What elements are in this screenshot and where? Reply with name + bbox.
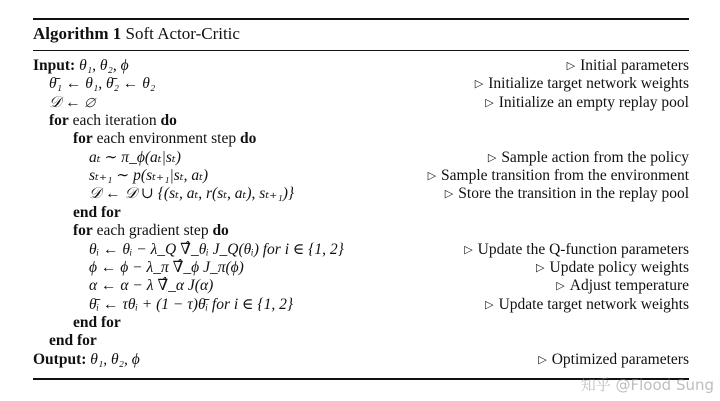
- algorithm-keyword: Output:: [33, 350, 87, 368]
- algorithm-keyword: Input:: [33, 57, 76, 74]
- comment-text: Sample transition from the environment: [441, 167, 689, 185]
- algorithm-keyword: do: [240, 130, 257, 148]
- comment-triangle-icon: ▷: [444, 188, 454, 201]
- comment-text: Optimized parameters: [551, 350, 689, 368]
- algorithm-expression: each iteration: [72, 112, 157, 130]
- comment-text: Adjust temperature: [569, 277, 689, 295]
- algorithm-keyword: for: [73, 130, 93, 148]
- comment-triangle-icon: ▷: [487, 151, 497, 164]
- algorithm-keyword: end for: [73, 203, 121, 221]
- comment-triangle-icon: ▷: [556, 280, 565, 293]
- algorithm-expression: each gradient step: [96, 222, 209, 240]
- comment-text: Initial parameters: [580, 57, 689, 74]
- comment-text: Update target network weights: [498, 295, 689, 313]
- algorithm-title: Soft Actor-Critic: [125, 24, 240, 43]
- algorithm-keyword: end for: [73, 313, 121, 331]
- comment-text: Store the transition in the replay pool: [458, 185, 689, 203]
- algorithm-expression: θ̄₁ ← θ₁, θ̄₂ ← θ₂: [49, 75, 156, 93]
- algorithm-expression: 𝒟 ← 𝒟 ∪ {(sₜ, aₜ, r(sₜ, aₜ), sₜ₊₁)}: [89, 185, 295, 203]
- algorithm-expression: each environment step: [96, 130, 237, 148]
- comment-triangle-icon: ▷: [566, 60, 576, 72]
- comment-triangle-icon: ▷: [536, 261, 545, 274]
- comment-triangle-icon: ▷: [485, 298, 494, 311]
- watermark: 知乎 @Flood Sung: [580, 376, 714, 394]
- algorithm-expression: sₜ₊₁ ∼ p(sₜ₊₁|sₜ, aₜ): [89, 167, 209, 185]
- algorithm-keyword: do: [212, 222, 229, 240]
- algorithm-keyword: do: [160, 112, 177, 130]
- algorithm-expression: 𝒟 ← ∅: [49, 93, 95, 111]
- comment-triangle-icon: ▷: [538, 353, 547, 366]
- algorithm-header: [33, 23, 240, 45]
- comment-triangle-icon: ▷: [464, 243, 473, 256]
- header-rule: [33, 50, 689, 51]
- algorithm-comment: [538, 349, 689, 372]
- algorithm-expression: θᵢ ← θᵢ − λ_Q ∇̂_θᵢ J_Q(θᵢ) for i ∈ {1, 2}: [89, 240, 344, 258]
- algorithm-line-code: [33, 349, 140, 371]
- comment-text: Update policy weights: [549, 258, 689, 276]
- algorithm-expression: aₜ ∼ π_ϕ(aₜ|sₜ): [89, 148, 181, 166]
- algorithm-expression: θ₁, θ₂, ϕ: [90, 350, 140, 368]
- algorithm-expression: α ← α − λ ∇̂_α J(α): [89, 277, 214, 295]
- top-rule: [33, 18, 689, 20]
- comment-text: Sample action from the policy: [501, 148, 689, 166]
- algorithm-expression: θ̄ᵢ ← τθᵢ + (1 − τ)θ̄ᵢ for i ∈ {1, 2}: [89, 295, 294, 313]
- comment-triangle-icon: ▷: [427, 170, 437, 183]
- comment-text: Update the Q-function parameters: [477, 240, 689, 258]
- comment-triangle-icon: ▷: [485, 96, 494, 109]
- algorithm-label: Algorithm 1: [33, 24, 122, 43]
- algorithm-keyword: for: [73, 222, 93, 240]
- comment-triangle-icon: ▷: [474, 78, 484, 91]
- comment-text: Initialize an empty replay pool: [498, 93, 689, 111]
- algorithm-line: [33, 349, 689, 371]
- algorithm-expression: θ₁, θ₂, ϕ: [79, 57, 129, 74]
- algorithm-keyword: end for: [49, 332, 97, 350]
- algorithm-keyword: for: [49, 112, 69, 130]
- algorithm-expression: ϕ ← ϕ − λ_π ∇̂_ϕ J_π(ϕ): [89, 258, 244, 276]
- comment-text: Initialize target network weights: [488, 75, 689, 93]
